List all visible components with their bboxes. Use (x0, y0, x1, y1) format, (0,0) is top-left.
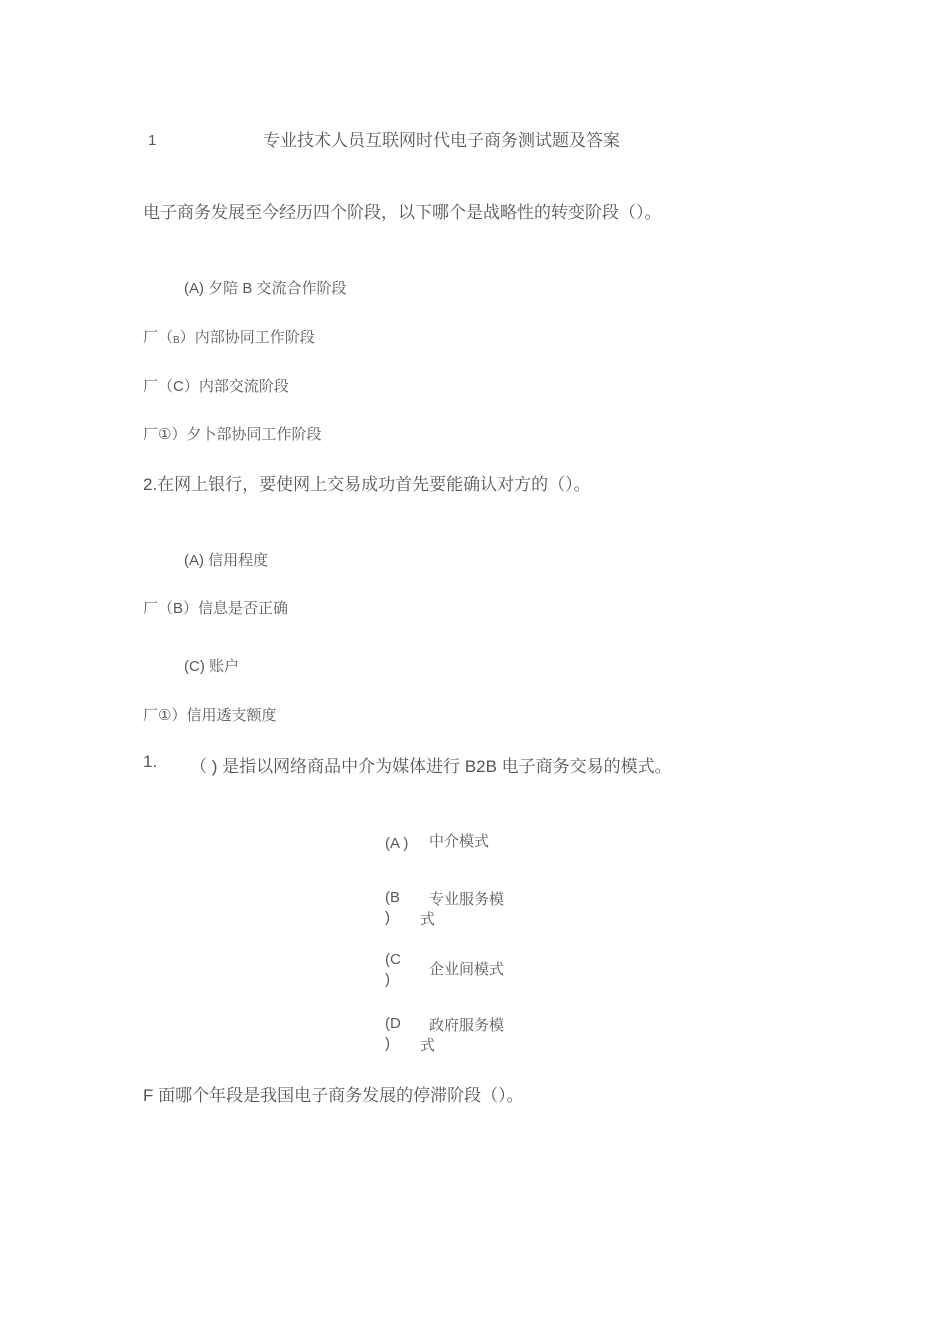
q2-option-c[interactable]: (C) 账户 (184, 658, 239, 675)
document-title: 专业技术人员互联网时代电子商务测试题及答案 (263, 131, 620, 150)
option-text: 专业服务模式 (420, 891, 505, 928)
q1-option-a[interactable]: (A) 夕陪 B 交流合作阶段 (184, 280, 347, 297)
option-text: 中介模式 (429, 833, 490, 850)
option-letter: (A ) (385, 835, 409, 852)
q2-option-d[interactable]: 厂①）信用透支额度 (143, 707, 277, 724)
option-prefix: 厂（ (143, 329, 174, 346)
q1-option-c[interactable]: 厂（C）内部交流阶段 (143, 378, 289, 395)
question-1-text: 电子商务发展至今经历四个阶段，以下哪个是战略性的转变阶段（）。 (143, 203, 662, 222)
question-3-text: （ ) 是指以网络商品中介为媒体进行 B2B 电子商务交易的模式。 (190, 757, 672, 776)
question-2-text: 2.在网上银行，要使网上交易成功首先要能确认对方的（）。 (143, 475, 591, 494)
option-text: 政府服务模式 (420, 1017, 505, 1054)
q1-option-d[interactable]: 厂①）夕卜部协同工作阶段 (143, 426, 322, 443)
option-letter: (B ) (385, 889, 400, 926)
option-text: 企业间模式 (429, 961, 505, 978)
question-4-text: F 面哪个年段是我国电子商务发展的停滞阶段（）。 (143, 1086, 524, 1105)
option-letter: B (173, 335, 180, 346)
option-letter: (D ) (385, 1015, 401, 1052)
option-letter: (C ) (385, 951, 401, 988)
q1-option-b[interactable] (143, 326, 315, 347)
q2-option-a[interactable]: (A) 信用程度 (184, 552, 269, 569)
page-number: 1 (148, 132, 157, 149)
option-text: ）内部协同工作阶段 (179, 329, 315, 346)
q2-option-b[interactable]: 厂（B）信息是否正确 (143, 600, 289, 617)
question-3-number: 1. (143, 752, 158, 771)
